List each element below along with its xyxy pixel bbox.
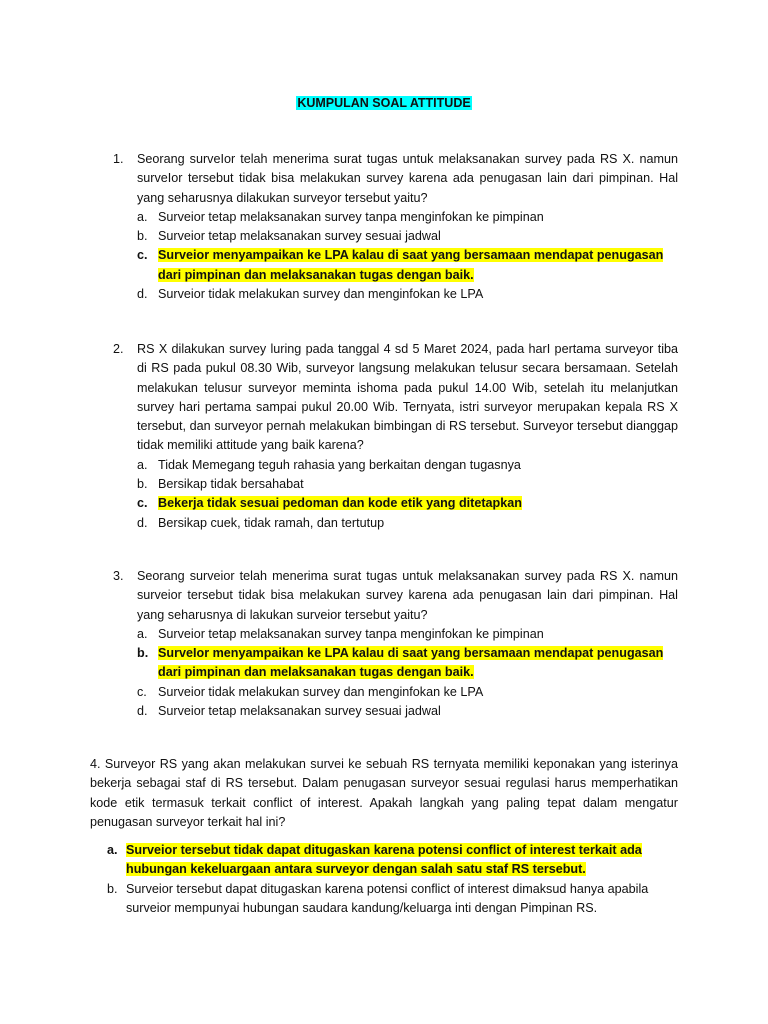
option-b-correct-answer [137, 644, 678, 683]
option-b [107, 880, 678, 919]
option-a [137, 208, 678, 227]
option-text-highlighted [126, 841, 678, 880]
option-letter: b. [137, 229, 148, 244]
option-b [137, 227, 678, 246]
option-letter: c. [137, 248, 148, 263]
option-letter: a. [137, 626, 148, 641]
option-text: Surveior tetap melaksanakan survey tanpa menginfokan ke pimpinan [158, 626, 544, 641]
option-letter: d. [137, 287, 148, 302]
answer-highlight: Bekerja tidak sesuai pedoman dan kode etik yang ditetapkan [158, 496, 522, 511]
option-d [137, 514, 678, 533]
option-a [137, 456, 678, 475]
option-list [137, 456, 678, 533]
question-text: Seorang surveIor telah menerima surat tugas untuk melaksanakan survey pada RS X. namun surveIor tersebut tidak bisa melakukan survey karena ada penugasan lain dari pimpinan. Hal yang seharusnya dilakukan surveyor tersebut yaitu? [137, 152, 678, 205]
option-d [137, 702, 678, 721]
option-c [137, 683, 678, 702]
question-number: 2. [113, 342, 124, 356]
option-text: Surveior tidak melakukan survey dan menginfokan ke LPA [158, 684, 484, 699]
answer-highlight: SurveIor menyampaikan ke LPA kalau di saat yang bersamaan mendapat penugasan dari pimpinan dan melaksanakan tugas dengan baik. [158, 646, 664, 680]
option-text: Surveior tetap melaksanakan survey sesuai jadwal [158, 229, 441, 244]
question-4 [90, 755, 678, 918]
option-a [137, 625, 678, 644]
option-text: Surveior tetap melaksanakan survey tanpa menginfokan ke pimpinan [158, 209, 544, 224]
option-letter: b. [137, 646, 149, 661]
document-title-text: KUMPULAN SOAL ATTITUDE [297, 96, 471, 110]
option-b [137, 475, 678, 494]
option-c-correct-answer [137, 494, 678, 513]
question-text: Seorang surveior telah menerima surat tugas untuk melaksanakan survey pada RS X. namun surveior tersebut tidak bisa melakukan survey karena ada penugasan lain dari pimpinan. Hal yang seharusnya di lakukan surveior tersebut yaitu? [137, 569, 678, 622]
option-letter: a. [137, 457, 148, 472]
question-2 [113, 340, 678, 533]
question-3 [113, 567, 678, 721]
question-text: 4. Surveyor RS yang akan melakukan survei ke sebuah RS ternyata memiliki keponakan yang isterinya bekerja sebagai staf di RS tersebut. Dalam penugasan surveyor sesuai regulasi harus memperhatikan kode etik termasuk terkait conflict of interest. Apakah langkah yang paling tepat dalam mengatur penugasan surveyor terkait hal ini? [90, 757, 678, 829]
option-list [107, 841, 678, 918]
option-text: Surveior tidak melakukan survey dan menginfokan ke LPA [158, 287, 484, 302]
option-a-correct-answer [107, 841, 678, 880]
option-letter: b. [137, 477, 148, 492]
option-letter: a. [137, 209, 148, 224]
option-letter: d. [137, 704, 148, 719]
document-title [0, 95, 768, 111]
option-letter: c. [137, 496, 148, 511]
option-text: Surveior tetap melaksanakan survey sesuai jadwal [158, 704, 441, 719]
option-letter: a. [107, 843, 118, 858]
answer-highlight: Surveior menyampaikan ke LPA kalau di saat yang bersamaan mendapat penugasan dari pimpinan dan melaksanakan tugas dengan baik. [158, 248, 664, 282]
option-c-correct-answer [137, 246, 678, 285]
question-number: 1. [113, 152, 124, 166]
option-letter: c. [137, 684, 147, 699]
option-d [137, 285, 678, 304]
option-list [137, 625, 678, 721]
option-letter: d. [137, 515, 148, 530]
question-number: 3. [113, 569, 124, 583]
option-text: Bersikap cuek, tidak ramah, dan tertutup [158, 515, 385, 530]
option-text: Bersikap tidak bersahabat [158, 477, 304, 492]
option-text-highlighted [158, 246, 678, 285]
option-letter: b. [107, 881, 118, 896]
question-text: RS X dilakukan survey luring pada tanggal 4 sd 5 Maret 2024, pada harI pertama surveyor tiba di RS pada pukul 08.30 Wib, surveyor langsung melakukan telusur secara bersamaan. Setelah melakukan telusur surveyor meminta ishoma pada pukul 14.00 Wib, setelah itu melanjutkan survey hari pertama sampai pukul 20.00 Wib. Ternyata, istri surveyor merupakan kepala RS X tersebut, dan surveyor pernah melakukan bimbingan di RS tersebut. Surveyor tersebut dianggap tidak memiliki attitude yang baik karena? [137, 342, 678, 453]
option-text-highlighted [158, 644, 678, 683]
option-text: Surveior tersebut dapat ditugaskan karena potensi conflict of interest dimaksud hanya apabila surveior mempunyai hubungan saudara kandung/keluarga inti dengan Pimpinan RS. [126, 881, 649, 916]
answer-highlight: Surveior tersebut tidak dapat ditugaskan karena potensi conflict of interest terkait ada hubungan kekeluargaan antara surveyor dengan salah satu staf RS tersebut. [126, 843, 642, 877]
option-list [137, 208, 678, 304]
option-text-highlighted [158, 494, 678, 513]
question-1 [113, 150, 678, 304]
option-text: Tidak Memegang teguh rahasia yang berkaitan dengan tugasnya [158, 457, 521, 472]
